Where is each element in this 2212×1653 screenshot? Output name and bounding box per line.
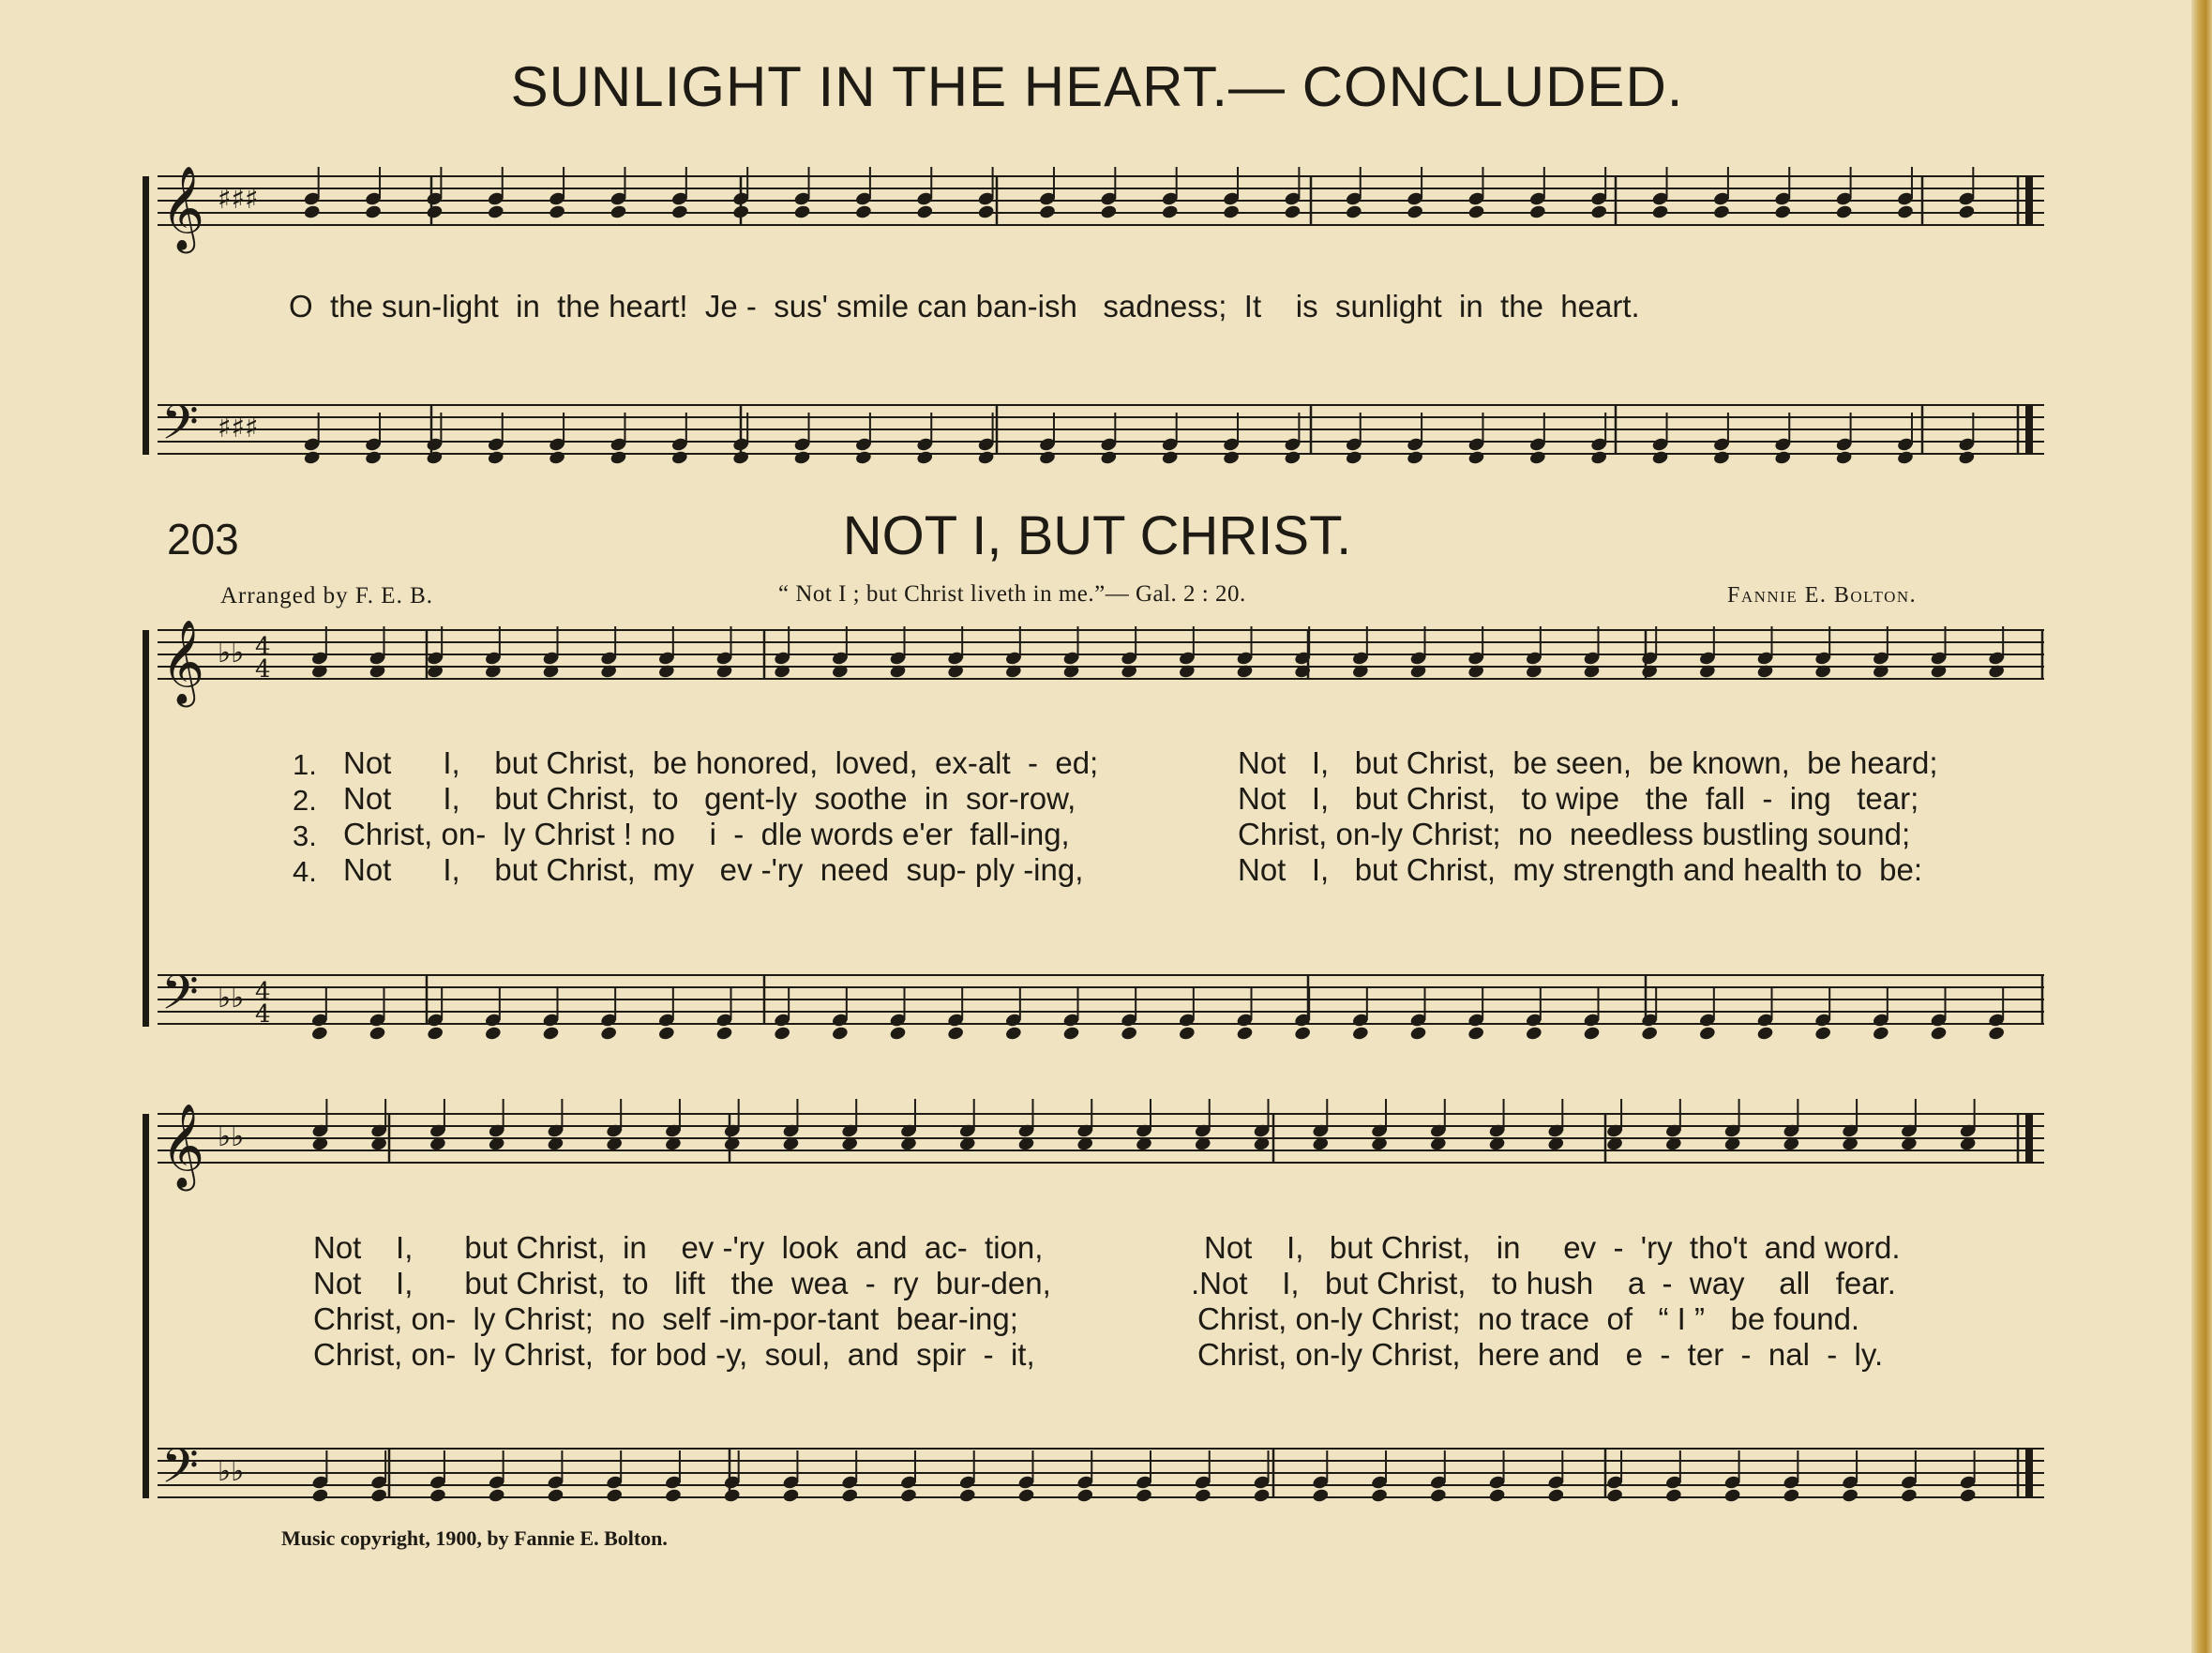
- note-head: [1958, 204, 1976, 220]
- note-head: [1121, 1026, 1138, 1042]
- verse-lyric: Not I, but Christ, my strength and health to be:: [1238, 852, 1923, 887]
- note-head: [1161, 450, 1179, 466]
- bass-clef-icon: 𝄢: [161, 964, 199, 1032]
- final-bar-line: [2025, 1114, 2033, 1163]
- note-head: [1429, 1488, 1447, 1504]
- system-bracket: [143, 1114, 149, 1498]
- treble-clef-icon: 𝄞: [161, 620, 205, 704]
- note-head: [1100, 450, 1118, 466]
- verse-number: 1.: [293, 748, 317, 781]
- note-head: [1351, 1026, 1369, 1042]
- note-head: [487, 450, 504, 466]
- flat-key-signature-icon: ♭♭: [218, 637, 245, 669]
- note-head: [958, 1488, 976, 1504]
- note-head: [1284, 204, 1302, 220]
- note-head: [1835, 450, 1853, 466]
- note-head: [657, 1026, 675, 1042]
- flat-key-signature-icon: ♭♭: [218, 982, 245, 1014]
- sunlight-lyric-line: O the sun-light in the heart! Je - sus' smile can ban-ish sadness; It is sunlight in the heart.: [289, 289, 1640, 323]
- verse-number: 4.: [293, 855, 317, 888]
- sharp-key-signature-icon: ♯♯♯: [218, 412, 259, 444]
- hymn-number: 203: [167, 515, 239, 564]
- note-head: [977, 204, 995, 220]
- bass-clef-icon: 𝄢: [161, 1437, 199, 1506]
- note-head: [1698, 1026, 1716, 1042]
- note-head: [1222, 204, 1240, 220]
- note-head: [1312, 1488, 1330, 1504]
- note-head: [1664, 1488, 1682, 1504]
- note-head: [1988, 1026, 2006, 1042]
- verse-lyric: Not I, but Christ, in ev -'ry look and ac- tion,: [313, 1230, 1044, 1265]
- time-signature-icon: 4: [255, 1000, 271, 1029]
- note-head: [977, 450, 995, 466]
- note-head: [484, 1026, 502, 1042]
- verse-lyric: Christ, on- ly Christ ! no i - dle words e'er fall-ing,: [343, 817, 1070, 851]
- sharp-key-signature-icon: ♯♯♯: [218, 183, 259, 216]
- note-head: [916, 450, 934, 466]
- note-head: [1284, 450, 1302, 466]
- note-head: [1194, 1488, 1211, 1504]
- note-head: [488, 1488, 505, 1504]
- author-credit: Fannie E. Bolton.: [1727, 583, 1918, 608]
- verse-number: 2.: [293, 784, 317, 817]
- note-head: [1896, 450, 1914, 466]
- verse-lyric: .Not I, but Christ, to hush a - way all fear.: [1191, 1266, 1896, 1300]
- note-head: [609, 450, 627, 466]
- note-head: [841, 1488, 859, 1504]
- note-head: [303, 450, 321, 466]
- note-head: [1236, 1026, 1254, 1042]
- note-head: [542, 1026, 560, 1042]
- final-bar-line: [2025, 176, 2033, 225]
- note-head: [723, 1488, 741, 1504]
- note-head: [1583, 1026, 1601, 1042]
- verse-number: 3.: [293, 819, 317, 852]
- note-head: [1407, 450, 1424, 466]
- note-head: [1783, 1488, 1800, 1504]
- note-head: [1222, 450, 1240, 466]
- note-head: [1038, 204, 1056, 220]
- note-head: [831, 1026, 849, 1042]
- note-head: [1467, 204, 1485, 220]
- note-head: [303, 204, 321, 220]
- time-signature-icon: 4: [255, 978, 271, 1006]
- note-head: [1723, 1488, 1741, 1504]
- note-head: [1407, 204, 1424, 220]
- verse-lyric: Christ, on-ly Christ; no needless bustling sound;: [1238, 817, 1911, 851]
- note-head: [1774, 450, 1792, 466]
- note-head: [916, 204, 934, 220]
- note-head: [1712, 450, 1730, 466]
- note-head: [1525, 1026, 1542, 1042]
- note-head: [1528, 450, 1546, 466]
- verse-lyric: Not I, but Christ, my ev -'ry need sup- ply -ing,: [343, 852, 1084, 887]
- copyright-notice: Music copyright, 1900, by Fannie E. Bolton.: [281, 1526, 668, 1550]
- note-head: [426, 204, 444, 220]
- note-head: [1547, 1488, 1565, 1504]
- note-head: [487, 204, 504, 220]
- note-head: [1872, 1026, 1889, 1042]
- note-head: [1062, 1026, 1080, 1042]
- note-head: [600, 1026, 618, 1042]
- note-head: [1900, 1488, 1918, 1504]
- note-head: [1641, 1026, 1659, 1042]
- system-bracket: [143, 630, 149, 1027]
- note-head: [1076, 1488, 1094, 1504]
- note-head: [670, 204, 688, 220]
- treble-clef-icon: 𝄞: [161, 166, 205, 250]
- note-head: [670, 450, 688, 466]
- note-head: [793, 450, 811, 466]
- note-head: [1814, 1026, 1832, 1042]
- continued-hymn-title: SUNLIGHT IN THE HEART.— CONCLUDED.: [510, 55, 1684, 118]
- verse-lyric: Not I, but Christ, to lift the wea - ry bur-den,: [313, 1266, 1051, 1300]
- note-head: [1017, 1488, 1035, 1504]
- note-head: [1756, 1026, 1774, 1042]
- note-head: [1409, 1026, 1427, 1042]
- note-head: [947, 1026, 965, 1042]
- note-head: [899, 1488, 917, 1504]
- note-head: [774, 1026, 791, 1042]
- note-head: [1835, 204, 1853, 220]
- note-head: [889, 1026, 907, 1042]
- flat-key-signature-icon: ♭♭: [218, 1120, 245, 1153]
- note-head: [364, 204, 382, 220]
- note-head: [854, 204, 872, 220]
- note-head: [1135, 1488, 1152, 1504]
- note-head: [549, 450, 566, 466]
- verse-lyric: Not I, but Christ, be seen, be known, be heard;: [1238, 745, 1938, 780]
- note-head: [609, 204, 627, 220]
- note-head: [364, 450, 382, 466]
- note-head: [427, 1026, 444, 1042]
- note-head: [1100, 204, 1118, 220]
- verse-lyric: Christ, on- ly Christ; no self -im-por-tant bear-ing;: [313, 1301, 1018, 1336]
- note-head: [547, 1488, 564, 1504]
- note-head: [1842, 1488, 1859, 1504]
- final-bar-line: [2025, 1449, 2033, 1497]
- note-head: [429, 1488, 446, 1504]
- system-bracket: [143, 176, 149, 455]
- note-head: [664, 1488, 682, 1504]
- note-head: [1161, 204, 1179, 220]
- verse-lyric: Christ, on-ly Christ; no trace of “ I ” be found.: [1197, 1301, 1860, 1336]
- note-head: [1605, 1488, 1623, 1504]
- note-head: [854, 450, 872, 466]
- verse-lyric: Not I, but Christ, in ev - 'ry tho't and word.: [1204, 1230, 1901, 1265]
- note-head: [1004, 1026, 1022, 1042]
- verse-lyric: Christ, on-ly Christ, here and e - ter - nal - ly.: [1197, 1337, 1884, 1372]
- note-head: [1294, 1026, 1312, 1042]
- time-signature-icon: 4: [255, 655, 271, 684]
- note-head: [369, 1026, 386, 1042]
- note-head: [732, 204, 750, 220]
- note-head: [793, 204, 811, 220]
- treble-clef-icon: 𝄞: [161, 1104, 205, 1188]
- note-head: [1590, 450, 1608, 466]
- bass-clef-icon: 𝄢: [161, 394, 199, 462]
- note-head: [1651, 204, 1669, 220]
- note-head: [1528, 204, 1546, 220]
- scripture-reference: “ Not I ; but Christ liveth in me.”— Gal. 2 : 20.: [778, 581, 1246, 607]
- note-head: [311, 1488, 329, 1504]
- arranger-credit: Arranged by F. E. B.: [220, 583, 433, 609]
- note-head: [549, 204, 566, 220]
- note-head: [1038, 450, 1056, 466]
- note-head: [1959, 1488, 1977, 1504]
- note-head: [1467, 1026, 1485, 1042]
- note-head: [1488, 1488, 1506, 1504]
- flat-key-signature-icon: ♭♭: [218, 1455, 245, 1488]
- note-head: [1467, 450, 1485, 466]
- note-head: [310, 1026, 328, 1042]
- note-head: [606, 1488, 624, 1504]
- note-head: [370, 1488, 388, 1504]
- hymn-title: NOT I, BUT CHRIST.: [842, 505, 1352, 566]
- note-head: [1930, 1026, 1948, 1042]
- note-head: [1896, 204, 1914, 220]
- note-head: [1370, 1488, 1388, 1504]
- note-head: [1345, 450, 1362, 466]
- time-signature-icon: 4: [255, 633, 271, 661]
- note-head: [1345, 204, 1362, 220]
- verse-lyric: Not I, but Christ, to gent-ly soothe in sor-row,: [343, 781, 1076, 816]
- note-head: [426, 450, 444, 466]
- note-head: [1712, 204, 1730, 220]
- verse-lyric: Not I, but Christ, be honored, loved, ex-alt - ed;: [343, 745, 1099, 780]
- note-head: [1958, 450, 1976, 466]
- final-bar-line: [2025, 405, 2033, 454]
- note-head: [1178, 1026, 1196, 1042]
- note-head: [1651, 450, 1669, 466]
- note-head: [1253, 1488, 1271, 1504]
- note-head: [782, 1488, 800, 1504]
- note-head: [1774, 204, 1792, 220]
- note-head: [1590, 204, 1608, 220]
- verse-lyric: Christ, on- ly Christ, for bod -y, soul, and spir - it,: [313, 1337, 1035, 1372]
- note-head: [732, 450, 750, 466]
- verse-lyric: Not I, but Christ, to wipe the fall - ing tear;: [1238, 781, 1919, 816]
- note-head: [715, 1026, 733, 1042]
